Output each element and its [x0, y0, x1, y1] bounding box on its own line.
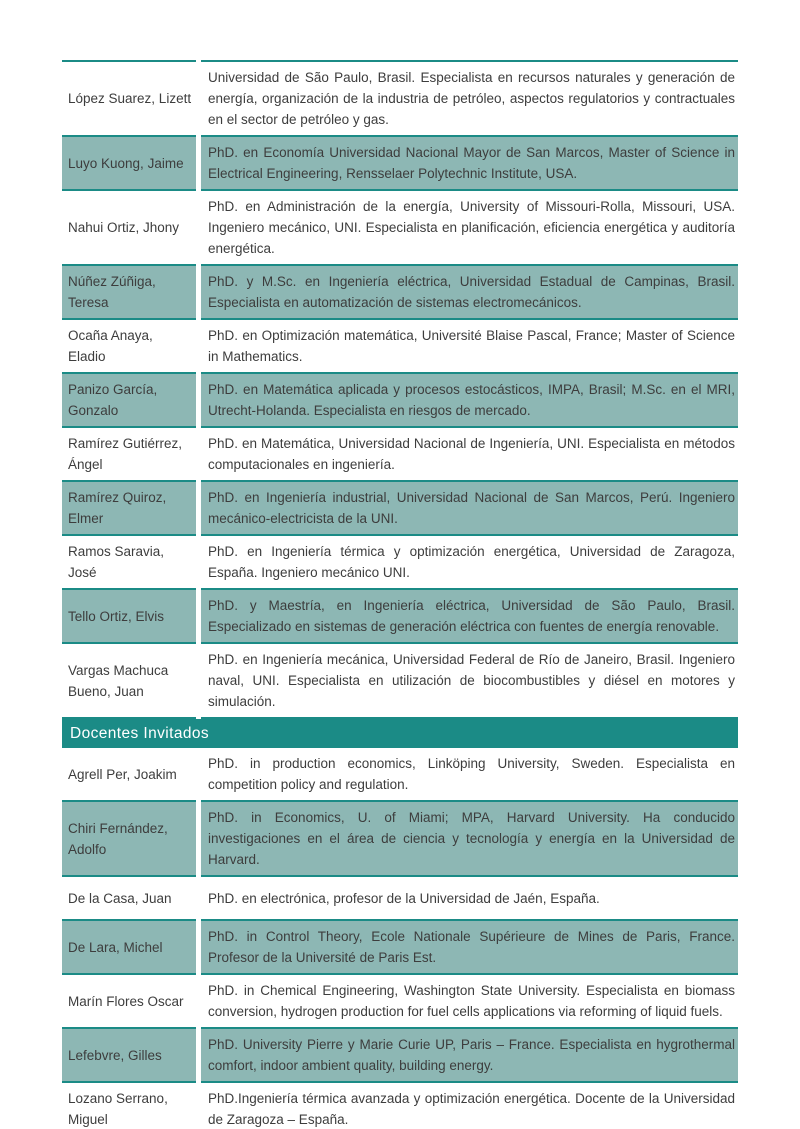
faculty-description: PhD. en Optimización matemática, Université Blaise Pascal, France; Master of Science in Mathematics.: [201, 320, 738, 374]
table-row: [62, 1083, 738, 1129]
faculty-name: Nahui Ortiz, Jhony: [62, 191, 196, 266]
faculty-name: Núñez Zúñiga, Teresa: [62, 266, 196, 320]
faculty-name: Chiri Fernández, Adolfo: [62, 802, 196, 877]
table-row: [62, 374, 738, 428]
faculty-description: PhD. y Maestría, en Ingeniería eléctrica, Universidad de São Paulo, Brasil. Especializado en sistemas de generación eléctrica con fuentes de energía renovable.: [201, 590, 738, 644]
faculty-name: Tello Ortiz, Elvis: [62, 590, 196, 644]
faculty-description: PhD.Ingeniería térmica avanzada y optimización energética. Docente de la Universidad de Zaragoza – España.: [201, 1083, 738, 1129]
table-row: [62, 590, 738, 644]
faculty-description: PhD. in Control Theory, Ecole Nationale Supérieure de Mines de Paris, France. Profesor de la Université de Paris Est.: [201, 921, 738, 975]
faculty-name: Panizo García, Gonzalo: [62, 374, 196, 428]
table-row: [62, 877, 738, 921]
faculty-table: [62, 60, 738, 1129]
faculty-name: López Suarez, Lizett: [62, 60, 196, 137]
faculty-description: PhD. en Ingeniería industrial, Universidad Nacional de San Marcos, Perú. Ingeniero mecánico-electricista de la UNI.: [201, 482, 738, 536]
faculty-name: Ocaña Anaya, Eladio: [62, 320, 196, 374]
faculty-name: De la Casa, Juan: [62, 877, 196, 921]
faculty-name: Luyo Kuong, Jaime: [62, 137, 196, 191]
faculty-description: PhD. University Pierre y Marie Curie UP, Paris – France. Especialista en hygrothermal comfort, indoor ambient quality, building energy.: [201, 1029, 738, 1083]
faculty-description: PhD. in production economics, Linköping University, Sweden. Especialista en competition policy and regulation.: [201, 748, 738, 802]
faculty-description: PhD. in Chemical Engineering, Washington State University. Especialista en biomass conversion, hydrogen production for fuel cells applications via reforming of liquid fuels.: [201, 975, 738, 1029]
faculty-name: Marín Flores Oscar: [62, 975, 196, 1029]
faculty-description: PhD. in Economics, U. of Miami; MPA, Harvard University. Ha conducido investigaciones en el área de ciencia y tecnología y energía en la Universidad de Harvard.: [201, 802, 738, 877]
table-row: [62, 266, 738, 320]
faculty-name: Ramírez Gutiérrez, Ángel: [62, 428, 196, 482]
faculty-description: PhD. en Matemática aplicada y procesos estocásticos, IMPA, Brasil; M.Sc. en el MRI, Utrecht-Holanda. Especialista en riesgos de mercado.: [201, 374, 738, 428]
faculty-name: De Lara, Michel: [62, 921, 196, 975]
table-row: [62, 428, 738, 482]
table-row: [62, 975, 738, 1029]
faculty-rows-section: [62, 60, 738, 719]
invited-rows-section: [62, 748, 738, 1129]
faculty-name: Ramírez Quiroz, Elmer: [62, 482, 196, 536]
table-row: [62, 921, 738, 975]
faculty-name: Lefebvre, Gilles: [62, 1029, 196, 1083]
table-row: [62, 1029, 738, 1083]
table-row: [62, 320, 738, 374]
table-row: [62, 191, 738, 266]
faculty-description: PhD. en Economía Universidad Nacional Mayor de San Marcos, Master of Science in Electrical Engineering, Rensselaer Polytechnic Institute, USA.: [201, 137, 738, 191]
table-row: [62, 748, 738, 802]
faculty-description: PhD. en Ingeniería mecánica, Universidad Federal de Río de Janeiro, Brasil. Ingeniero naval, UNI. Especialista en utilización de biocombustibles y diésel en motores y simulación.: [201, 644, 738, 719]
table-row: [62, 536, 738, 590]
section-header-docentes-invitados: [62, 719, 738, 748]
faculty-description: PhD. en electrónica, profesor de la Universidad de Jaén, España.: [201, 877, 738, 921]
faculty-description: PhD. en Ingeniería térmica y optimización energética, Universidad de Zaragoza, España. Ingeniero mecánico UNI.: [201, 536, 738, 590]
faculty-name: Vargas Machuca Bueno, Juan: [62, 644, 196, 719]
faculty-description: PhD. en Matemática, Universidad Nacional de Ingeniería, UNI. Especialista en métodos computacionales en ingeniería.: [201, 428, 738, 482]
table-row: [62, 802, 738, 877]
table-row: [62, 137, 738, 191]
section-header-label: Docentes Invitados: [70, 724, 210, 742]
faculty-name: Lozano Serrano, Miguel: [62, 1083, 196, 1129]
table-row: [62, 644, 738, 719]
table-row: [62, 60, 738, 137]
faculty-description: PhD. y M.Sc. en Ingeniería eléctrica, Universidad Estadual de Campinas, Brasil. Especialista en automatización de sistemas electromecánicos.: [201, 266, 738, 320]
faculty-description: PhD. en Administración de la energía, University of Missouri-Rolla, Missouri, USA. Ingeniero mecánico, UNI. Especialista en planificación, eficiencia energética y auditoría energética.: [201, 191, 738, 266]
faculty-description: Universidad de São Paulo, Brasil. Especialista en recursos naturales y generación de energía, organización de la industria de petróleo, aspectos regulatorios y contractuales en el sector de petróleo y gas.: [201, 60, 738, 137]
faculty-name: Ramos Saravia, José: [62, 536, 196, 590]
faculty-name: Agrell Per, Joakim: [62, 748, 196, 802]
table-row: [62, 482, 738, 536]
